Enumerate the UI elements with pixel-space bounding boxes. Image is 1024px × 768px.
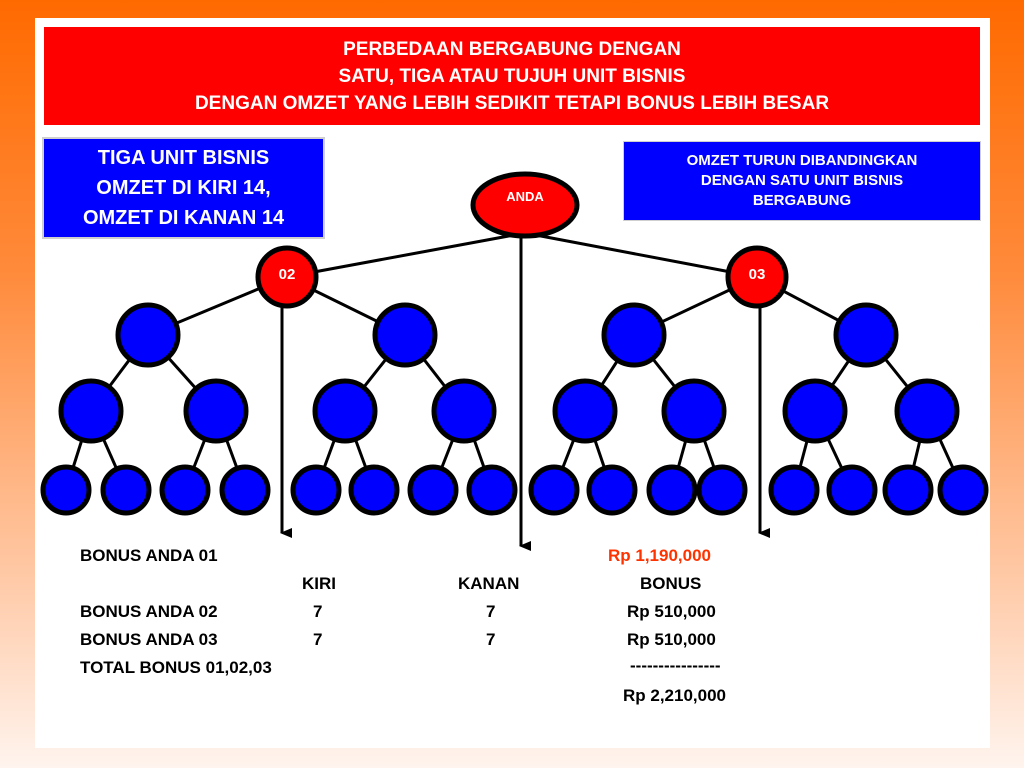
member-node-level-2-4 (836, 305, 896, 365)
column-kiri-header: KIRI (302, 574, 336, 593)
member-node-level-4-11 (649, 467, 695, 513)
member-node-level-4-9 (531, 467, 577, 513)
title-line-3: DENGAN OMZET YANG LEBIH SEDIKIT TETAPI BONUS LEBIH BESAR (194, 92, 830, 114)
total-bonus-value: Rp 2,210,000 (623, 686, 727, 705)
column-bonus-header: BONUS (640, 574, 702, 593)
three-units-line-3: OMZET DI KANAN 14 (82, 207, 285, 229)
bonus-01-value: Rp 1,190,000 (608, 546, 712, 565)
member-node-level-3-1 (61, 381, 121, 441)
bonus-02-kanan: 7 (486, 602, 496, 621)
member-node-level-4-1 (43, 467, 89, 513)
total-bonus-label: TOTAL BONUS 01,02,03 (80, 658, 272, 677)
member-node-level-4-5 (293, 467, 339, 513)
root-node-anda (473, 174, 577, 236)
root-node-label: ANDA (506, 189, 544, 204)
member-node-level-3-7 (785, 381, 845, 441)
member-node-level-2-1 (118, 305, 178, 365)
member-node-level-4-14 (829, 467, 875, 513)
total-separator: ---------------- (630, 656, 721, 675)
member-node-level-4-2 (103, 467, 149, 513)
column-kanan-header: KANAN (458, 574, 520, 593)
member-node-level-3-8 (897, 381, 957, 441)
title-line-1: PERBEDAAN BERGABUNG DENGAN (343, 38, 681, 60)
member-node-level-3-5 (555, 381, 615, 441)
bonus-01-label: BONUS ANDA 01 (80, 546, 218, 565)
unit-node-03-label: 03 (748, 266, 766, 283)
tree-connections (66, 233, 963, 490)
member-node-level-4-8 (469, 467, 515, 513)
member-node-level-4-12 (699, 467, 745, 513)
member-node-level-4-13 (771, 467, 817, 513)
omzet-note-line-3: BERGABUNG (752, 192, 852, 209)
member-node-level-4-4 (222, 467, 268, 513)
member-node-level-4-16 (940, 467, 986, 513)
member-node-level-3-6 (664, 381, 724, 441)
member-node-level-3-2 (186, 381, 246, 441)
member-node-level-3-3 (315, 381, 375, 441)
edge-root-to-unit-2 (525, 233, 757, 277)
bonus-03-kanan: 7 (486, 630, 496, 649)
bonus-03-kiri: 7 (313, 630, 323, 649)
bonus-02-value: Rp 510,000 (627, 602, 716, 621)
title-line-2: SATU, TIGA ATAU TUJUH UNIT BISNIS (338, 65, 686, 87)
member-node-level-4-6 (351, 467, 397, 513)
omzet-note-line-1: OMZET TURUN DIBANDINGKAN (686, 152, 918, 169)
member-node-level-4-3 (162, 467, 208, 513)
three-units-line-1: TIGA UNIT BISNIS (97, 147, 270, 169)
member-node-level-3-4 (434, 381, 494, 441)
member-node-level-4-7 (410, 467, 456, 513)
bonus-03-value: Rp 510,000 (627, 630, 716, 649)
unit-node-02-label: 02 (278, 266, 296, 283)
bonus-02-kiri: 7 (313, 602, 323, 621)
member-node-level-2-3 (604, 305, 664, 365)
bonus-03-label: BONUS ANDA 03 (80, 630, 218, 649)
edge-root-to-unit-1 (287, 233, 525, 277)
three-units-line-2: OMZET DI KIRI 14, (96, 177, 271, 199)
omzet-note-line-2: DENGAN SATU UNIT BISNIS (700, 172, 904, 189)
member-node-level-4-10 (589, 467, 635, 513)
tree-nodes (43, 305, 986, 513)
member-node-level-4-15 (885, 467, 931, 513)
member-node-level-2-2 (375, 305, 435, 365)
bonus-02-label: BONUS ANDA 02 (80, 602, 218, 621)
